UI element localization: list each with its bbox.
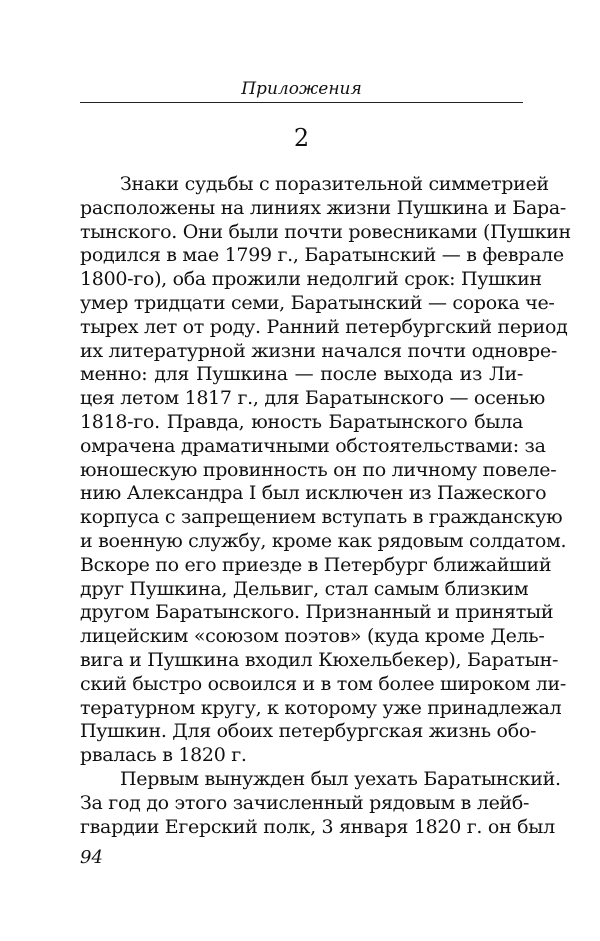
text-line: нию Александра I был исключен из Пажеского — [80, 482, 547, 505]
text-line: рвалась в 1820 г. — [80, 744, 247, 767]
text-line: Знаки судьбы с поразительной симметрией — [120, 173, 549, 195]
text-line: друг Пушкина, Дельвиг, стал самым близким — [80, 577, 529, 600]
header-rule — [80, 102, 523, 103]
text-line: другом Баратынского. Признанный и принятый — [80, 601, 554, 624]
text-line: 1800-го), оба прожили недолгий срок: Пушкин — [80, 268, 542, 291]
text-line: вига и Пушкина входил Кюхельбекер), Баратын- — [80, 648, 559, 671]
paragraph — [80, 767, 561, 839]
text-line: Вскоре по его приезде в Петербург ближайший — [80, 553, 552, 576]
text-line: менно: для Пушкина — после выхода из Ли- — [80, 363, 523, 386]
text-line: ский быстро освоился и в том более широком ли- — [80, 672, 566, 695]
section-number: 2 — [293, 124, 310, 152]
text-line: умер тридцати семи, Баратынский — сорока че- — [80, 291, 555, 314]
text-line: тынского. Они были почти ровесниками (Пушкин — [80, 220, 571, 243]
text-line: родился в мае 1799 г., Баратынский — в феврале — [80, 244, 564, 267]
running-head: Приложения — [241, 79, 362, 99]
paragraph — [80, 173, 571, 768]
text-line: расположены на линиях жизни Пушкина и Бара- — [80, 196, 566, 219]
text-line: 1818-го. Правда, юность Баратынского была — [80, 410, 523, 433]
text-line: Пушкин. Для обоих петербургская жизнь обо- — [80, 720, 537, 743]
text-line: их литературной жизни начался почти одновре- — [80, 339, 557, 362]
text-line: гвардии Егерский полк, 3 января 1820 г. он был — [80, 815, 555, 838]
text-line: За год до этого зачисленный рядовым в лейб- — [80, 791, 530, 814]
text-line: корпуса с запрещением вступать в гражданскую — [80, 506, 563, 529]
text-line: и военную службу, кроме как рядовым солдатом. — [80, 529, 567, 552]
body-text — [80, 173, 571, 839]
page-number: 94 — [80, 847, 103, 868]
text-line: юношескую провинность он по личному повеле- — [80, 458, 557, 481]
text-line: тырех лет от роду. Ранний петербургский период — [80, 315, 568, 338]
text-line: тературном кругу, к которому уже принадлежал — [80, 696, 562, 719]
text-line: лицейским «союзом поэтов» (куда кроме Дель- — [80, 625, 545, 648]
text-line: цея летом 1817 г., для Баратынского — осенью — [80, 387, 546, 410]
text-line: омрачена драматичными обстоятельствами: за — [80, 434, 546, 457]
text-line: Первым вынужден был уехать Баратынский. — [120, 767, 561, 790]
